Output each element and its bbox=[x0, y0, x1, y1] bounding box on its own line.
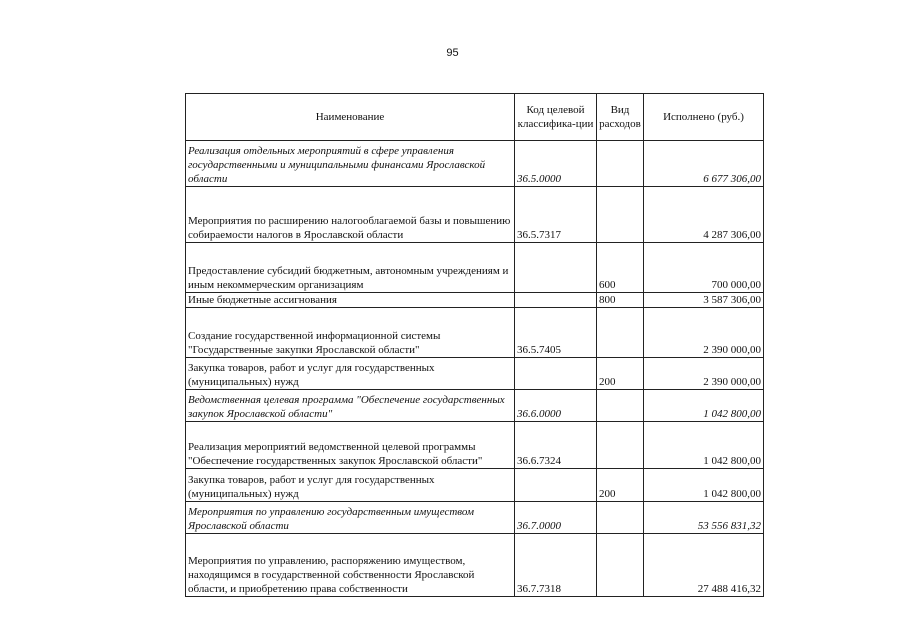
row-amount: 2 390 000,00 bbox=[644, 308, 764, 358]
header-amount: Исполнено (руб.) bbox=[644, 94, 764, 141]
row-name: Закупка товаров, работ и услуг для государственных (муниципальных) нужд bbox=[186, 358, 515, 390]
table-header-row bbox=[186, 94, 764, 141]
row-code: 36.5.7405 bbox=[515, 308, 597, 358]
row-code: 36.7.7318 bbox=[515, 534, 597, 597]
table-row bbox=[186, 308, 764, 358]
header-code: Код целевой классифика-ции bbox=[515, 94, 597, 141]
row-name: Реализация отдельных мероприятий в сфере управления государственными и муниципальными финансами Ярославской области bbox=[186, 141, 515, 187]
table-row bbox=[186, 141, 764, 187]
row-name: Закупка товаров, работ и услуг для государственных (муниципальных) нужд bbox=[186, 469, 515, 502]
row-amount: 27 488 416,32 bbox=[644, 534, 764, 597]
row-amount: 6 677 306,00 bbox=[644, 141, 764, 187]
row-type bbox=[597, 390, 644, 422]
table-row bbox=[186, 534, 764, 597]
row-amount: 3 587 306,00 bbox=[644, 293, 764, 308]
budget-table bbox=[185, 93, 764, 597]
table-row bbox=[186, 469, 764, 502]
row-type bbox=[597, 502, 644, 534]
row-code bbox=[515, 469, 597, 502]
row-name: Мероприятия по управлению государственным имуществом Ярославской области bbox=[186, 502, 515, 534]
row-code: 36.7.0000 bbox=[515, 502, 597, 534]
row-type bbox=[597, 422, 644, 469]
row-amount: 700 000,00 bbox=[644, 243, 764, 293]
row-amount: 1 042 800,00 bbox=[644, 390, 764, 422]
row-amount: 1 042 800,00 bbox=[644, 422, 764, 469]
row-type bbox=[597, 187, 644, 243]
row-name: Предоставление субсидий бюджетным, автономным учреждениям и иным некоммерческим организациям bbox=[186, 243, 515, 293]
page-number: 95 bbox=[446, 47, 459, 59]
table-row bbox=[186, 187, 764, 243]
table-row bbox=[186, 243, 764, 293]
table-row bbox=[186, 502, 764, 534]
row-type bbox=[597, 534, 644, 597]
row-amount: 4 287 306,00 bbox=[644, 187, 764, 243]
row-name: Мероприятия по расширению налогооблагаемой базы и повышению собираемости налогов в Ярославской области bbox=[186, 187, 515, 243]
row-name: Мероприятия по управлению, распоряжению имуществом, находящимся в государственной собственности Ярославской области, и приобретению права собственности bbox=[186, 534, 515, 597]
header-name: Наименование bbox=[186, 94, 515, 141]
row-code: 36.6.0000 bbox=[515, 390, 597, 422]
row-name: Ведомственная целевая программа "Обеспечение государственных закупок Ярославской области" bbox=[186, 390, 515, 422]
header-type: Вид расходов bbox=[597, 94, 644, 141]
row-amount: 2 390 000,00 bbox=[644, 358, 764, 390]
row-type: 200 bbox=[597, 469, 644, 502]
table-row bbox=[186, 390, 764, 422]
row-code: 36.5.7317 bbox=[515, 187, 597, 243]
row-name: Иные бюджетные ассигнования bbox=[186, 293, 515, 308]
row-name: Реализация мероприятий ведомственной целевой программы "Обеспечение государственных закупок Ярославской области" bbox=[186, 422, 515, 469]
row-type: 200 bbox=[597, 358, 644, 390]
row-type: 600 bbox=[597, 243, 644, 293]
table-row bbox=[186, 293, 764, 308]
row-type: 800 bbox=[597, 293, 644, 308]
row-amount: 1 042 800,00 bbox=[644, 469, 764, 502]
row-code bbox=[515, 243, 597, 293]
row-code: 36.6.7324 bbox=[515, 422, 597, 469]
table-row bbox=[186, 358, 764, 390]
row-name: Создание государственной информационной системы "Государственные закупки Ярославской области" bbox=[186, 308, 515, 358]
table-row bbox=[186, 422, 764, 469]
row-code: 36.5.0000 bbox=[515, 141, 597, 187]
row-code bbox=[515, 293, 597, 308]
row-type bbox=[597, 308, 644, 358]
row-code bbox=[515, 358, 597, 390]
row-type bbox=[597, 141, 644, 187]
row-amount: 53 556 831,32 bbox=[644, 502, 764, 534]
